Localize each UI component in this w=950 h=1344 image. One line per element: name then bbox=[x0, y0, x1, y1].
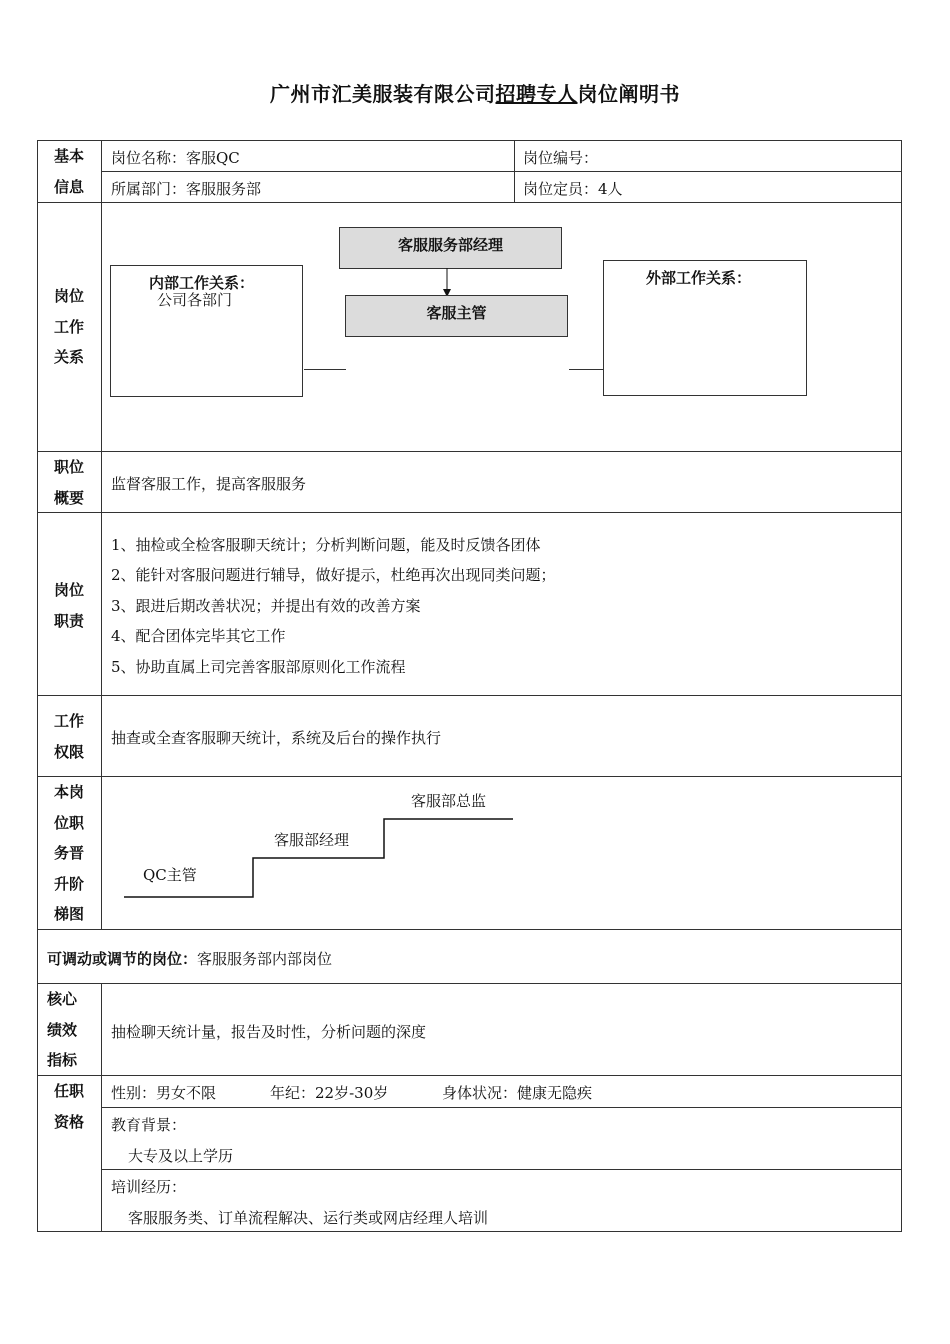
career-ladder-label: 本岗 位职 务晋 升阶 梯图 bbox=[53, 783, 84, 923]
duty-item: 2、能针对客服问题进行辅导，做好提示，杜绝再次出现同类问题； bbox=[111, 566, 556, 584]
column-divider bbox=[101, 983, 102, 1232]
connector-line bbox=[304, 369, 346, 370]
transferable-positions-value: 客服服务部内部岗位 bbox=[197, 950, 333, 968]
gender-requirement: 性别：男女不限 bbox=[111, 1084, 217, 1102]
duty-item: 1、抽检或全检客服聊天统计；分析判断问题，能及时反馈各团体 bbox=[111, 536, 541, 554]
row-divider bbox=[37, 695, 902, 696]
title-part2: 招聘专人 bbox=[495, 82, 578, 106]
manager-box bbox=[339, 227, 562, 269]
career-step-1: QC主管 bbox=[143, 866, 197, 884]
training-title: 培训经历： bbox=[111, 1178, 187, 1196]
kpi-label: 核心 绩效 指标 bbox=[46, 990, 77, 1069]
kpi-text: 抽检聊天统计量，报告及时性，分析问题的深度 bbox=[111, 1023, 427, 1041]
row-divider bbox=[37, 1075, 902, 1076]
qualification-label: 任职 资格 bbox=[53, 1082, 84, 1131]
title-part1: 广州市汇美服装有限公司 bbox=[270, 82, 496, 106]
internal-relations-title: 内部工作关系： bbox=[149, 274, 255, 292]
row-divider bbox=[37, 202, 902, 203]
career-step-2: 客服部经理 bbox=[274, 831, 350, 849]
department: 所属部门：客服服务部 bbox=[111, 180, 262, 198]
external-relations-title: 外部工作关系： bbox=[646, 269, 752, 287]
column-divider bbox=[514, 140, 515, 202]
education-value: 大专及以上学历 bbox=[128, 1147, 234, 1165]
duty-item: 3、跟进后期改善状况；并提出有效的改善方案 bbox=[111, 597, 421, 615]
transferable-positions bbox=[47, 948, 332, 969]
training-value: 客服服务类、订单流程解决、运行类或网店经理人培训 bbox=[128, 1209, 489, 1227]
summary-label: 职位 概要 bbox=[53, 458, 84, 507]
duty-item: 5、协助直属上司完善客服部原则化工作流程 bbox=[111, 658, 406, 676]
duties-label: 岗位 职责 bbox=[53, 581, 84, 630]
row-divider bbox=[101, 171, 902, 172]
authority-label: 工作 权限 bbox=[53, 712, 84, 761]
internal-relations-box bbox=[110, 265, 303, 397]
document-title bbox=[0, 78, 950, 107]
position-number: 岗位编号： bbox=[523, 149, 599, 167]
position-name: 岗位名称：客服QC bbox=[111, 149, 240, 167]
transferable-positions-label: 可调动或调节的岗位： bbox=[47, 950, 198, 968]
duty-item: 4、配合团体完毕其它工作 bbox=[111, 627, 286, 645]
manager-label: 客服服务部经理 bbox=[397, 236, 503, 254]
title-part3: 岗位阐明书 bbox=[577, 82, 680, 106]
internal-relations-value: 公司各部门 bbox=[157, 291, 233, 309]
row-divider bbox=[37, 929, 902, 930]
education-title: 教育背景： bbox=[111, 1116, 187, 1134]
summary-text: 监督客服工作，提高客服服务 bbox=[111, 475, 307, 493]
supervisor-box bbox=[345, 295, 568, 337]
authority-text: 抽查或全查客服聊天统计，系统及后台的操作执行 bbox=[111, 729, 442, 747]
row-divider bbox=[101, 1107, 902, 1108]
column-divider bbox=[101, 140, 102, 929]
basic-info-label: 基本 信息 bbox=[53, 147, 84, 196]
row-divider bbox=[37, 983, 902, 984]
age-requirement: 年纪：22岁-30岁 bbox=[270, 1084, 389, 1102]
supervisor-label: 客服主管 bbox=[426, 304, 487, 322]
row-divider bbox=[37, 512, 902, 513]
row-divider bbox=[37, 451, 902, 452]
relations-label: 岗位 工作 关系 bbox=[53, 287, 84, 366]
row-divider bbox=[37, 776, 902, 777]
external-relations-box bbox=[603, 260, 807, 396]
row-divider bbox=[101, 1169, 902, 1170]
connector-line bbox=[569, 369, 604, 370]
headcount: 岗位定员：4人 bbox=[523, 180, 623, 198]
arrow-down-icon bbox=[440, 268, 454, 298]
health-requirement: 身体状况：健康无隐疾 bbox=[442, 1084, 593, 1102]
career-step-3: 客服部总监 bbox=[411, 792, 487, 810]
